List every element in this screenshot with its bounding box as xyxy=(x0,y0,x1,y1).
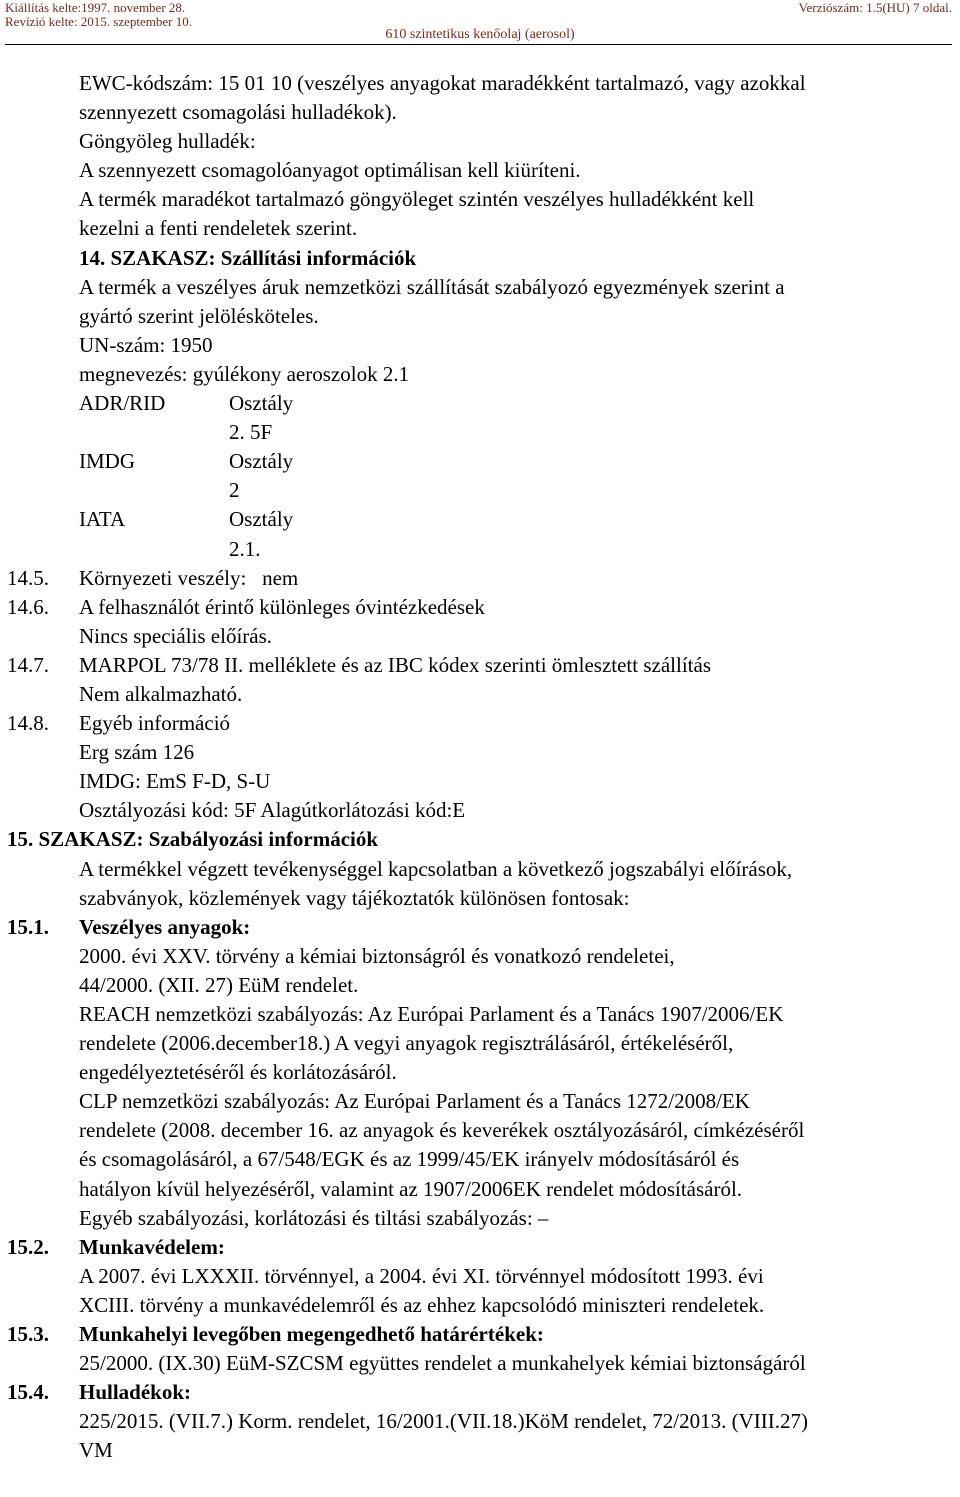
reg-line: A 2007. évi LXXXII. törvénnyel, a 2004. évi XI. törvénnyel módosított 1993. évi xyxy=(79,1263,764,1288)
s15-intro-line-1: A termékkel végzett tevékenységgel kapcsolatban a következő jogszabályi előírások, xyxy=(79,856,793,881)
info-line: Osztályozási kód: 5F Alagútkorlátozási kód:E xyxy=(79,798,466,823)
info-line: IMDG: EmS F-D, S-U xyxy=(79,769,271,794)
reg-line: 225/2015. (VII.7.) Korm. rendelet, 16/2001.(VII.18.)KöM rendelet, 72/2013. (VIII.27) xyxy=(79,1409,808,1434)
designation: megnevezés: gyúlékony aeroszolok 2.1 xyxy=(79,361,410,386)
reg-line: rendelete (2006.december18.) A vegyi anyagok regisztrálásáról, értékeléséről, xyxy=(79,1031,734,1056)
subsection-title: Veszélyes anyagok: xyxy=(79,914,251,939)
header-rule xyxy=(5,44,952,45)
s15-intro-line-2: szabványok, közlemények vagy tájékoztatók különösen fontosak: xyxy=(79,885,630,910)
reg-line: hatályon kívül helyezéséről, valamint az 1907/2006EK rendelet módosításáról. xyxy=(79,1176,743,1201)
class-value: 2.1. xyxy=(229,536,261,561)
subsection-title: Munkavédelem: xyxy=(79,1234,225,1259)
issue-date: Kiállítás kelte:1997. november 28. xyxy=(5,0,186,15)
transport-mode: ADR/RID xyxy=(79,391,166,416)
section-14-heading: 14. SZAKASZ: Szállítási információk xyxy=(79,245,417,270)
class-label: Osztály xyxy=(229,507,294,532)
reg-line: és csomagolásáról, a 67/548/EGK és az 1999/45/EK irányelv módosításáról és xyxy=(79,1147,740,1172)
section-15-heading: 15. SZAKASZ: Szabályozási információk xyxy=(7,827,379,852)
subsection-body: Nem alkalmazható. xyxy=(79,681,243,706)
subsection-number: 15.2. xyxy=(7,1234,49,1259)
transport-row-imdg xyxy=(0,447,960,476)
class-label: Osztály xyxy=(229,391,294,416)
reg-line: Egyéb szabályozási, korlátozási és tiltási szabályozás: – xyxy=(79,1205,549,1230)
reg-line: REACH nemzetközi szabályozás: Az Európai Parlament és a Tanács 1907/2006/EK xyxy=(79,1002,784,1026)
subsection-title: Egyéb információ xyxy=(79,711,231,736)
reg-line: 25/2000. (IX.30) EüM-SZCSM együttes rendelet a munkahelyek kémiai biztonságáról xyxy=(79,1351,806,1376)
class-value: 2 xyxy=(229,478,240,503)
s14-intro-line-1: A termék a veszélyes áruk nemzetközi szállítását szabályozó egyezmények szerint a xyxy=(79,274,785,299)
version-page: Verziószám: 1.5(HU) 7 oldal. xyxy=(798,0,952,15)
packaging-line-3: kezelni a fenti rendeletek szerint. xyxy=(79,216,358,241)
packaging-line-2: A termék maradékot tartalmazó göngyöleget szintén veszélyes hulladékként kell xyxy=(79,187,755,212)
reg-line: rendelete (2008. december 16. az anyagok és keverékek osztályozásáról, címkézéséről xyxy=(79,1118,805,1143)
reg-line: XCIII. törvény a munkavédelemről és az ehhez kapcsolódó miniszteri rendeletek. xyxy=(79,1292,765,1317)
subsection-number: 14.5. xyxy=(7,565,49,590)
transport-row-iata xyxy=(0,505,960,534)
reg-line: VM xyxy=(79,1438,113,1463)
document-body xyxy=(0,69,960,1466)
subsection-number: 15.3. xyxy=(7,1322,49,1347)
subsection-number: 14.6. xyxy=(7,594,49,619)
product-name: 610 szintetikus kenőolaj (aerosol) xyxy=(385,27,575,42)
subsection-title: A felhasználót érintő különleges óvintézkedések xyxy=(79,594,485,619)
subsection-title: Hulladékok: xyxy=(79,1380,192,1405)
ewc-line-2: szennyezett csomagolási hulladékok). xyxy=(79,100,397,125)
class-value: 2. 5F xyxy=(229,420,273,445)
environmental-hazard: Környezeti veszély: nem xyxy=(79,565,299,590)
ewc-line-1: EWC-kódszám: 15 01 10 (veszélyes anyagokat maradékként tartalmazó, vagy azokkal xyxy=(79,71,806,95)
subsection-body: Nincs speciális előírás. xyxy=(79,623,273,648)
reg-line: 44/2000. (XII. 27) EüM rendelet. xyxy=(79,972,359,997)
transport-mode: IMDG xyxy=(79,449,135,474)
subsection-number: 15.1. xyxy=(7,914,49,939)
revision-date: Revízió kelte: 2015. szeptember 10. xyxy=(5,14,193,29)
packaging-waste-label: Göngyöleg hulladék: xyxy=(79,129,256,154)
reg-line: engedélyeztetéséről és korlátozásáról. xyxy=(79,1060,397,1085)
subsection-number: 14.7. xyxy=(7,652,49,677)
subsection-title: MARPOL 73/78 II. melléklete és az IBC kódex szerinti ömlesztett szállítás xyxy=(79,652,711,677)
reg-line: CLP nemzetközi szabályozás: Az Európai Parlament és a Tanács 1272/2008/EK xyxy=(79,1089,750,1114)
subsection-number: 15.4. xyxy=(7,1380,49,1405)
transport-row-adr xyxy=(0,389,960,418)
subsection-title: Munkahelyi levegőben megengedhető határértékek: xyxy=(79,1322,544,1347)
s14-intro-line-2: gyártó szerint jelölésköteles. xyxy=(79,303,319,328)
un-number: UN-szám: 1950 xyxy=(79,332,213,357)
info-line: Erg szám 126 xyxy=(79,740,195,765)
reg-line: 2000. évi XXV. törvény a kémiai biztonságról és vonatkozó rendeletei, xyxy=(79,943,675,968)
transport-mode: IATA xyxy=(79,507,126,532)
class-label: Osztály xyxy=(229,449,294,474)
packaging-line-1: A szennyezett csomagolóanyagot optimálisan kell kiüríteni. xyxy=(79,158,581,183)
subsection-number: 14.8. xyxy=(7,711,49,736)
